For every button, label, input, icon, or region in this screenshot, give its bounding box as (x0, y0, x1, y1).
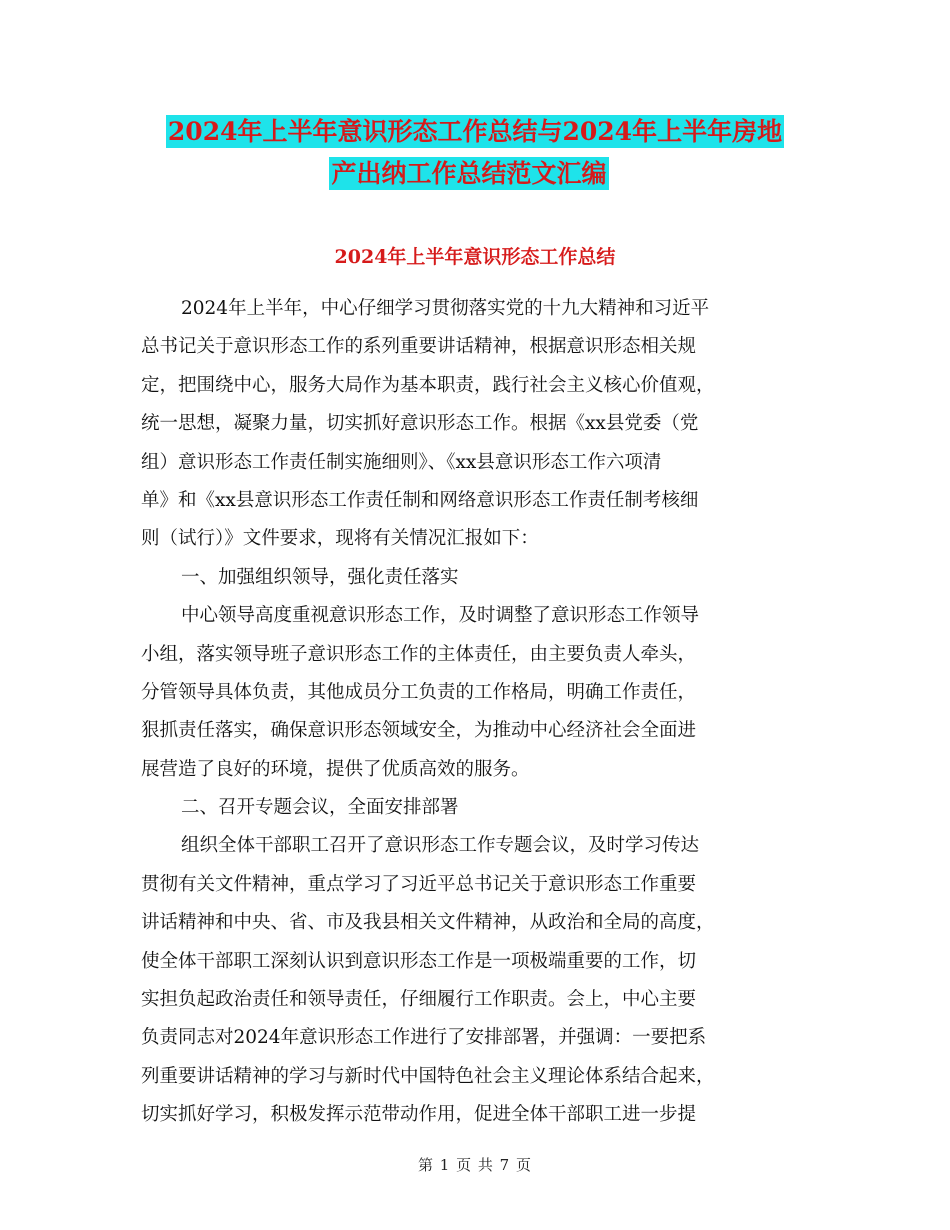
document-body (141, 290, 811, 1135)
paragraph-line: 小组，落实领导班子意识形态工作的主体责任，由主要负责人牵头， (141, 643, 697, 665)
paragraph-line: 总书记关于意识形态工作的系列重要讲话精神，根据意识形态相关规 (141, 336, 697, 358)
paragraph-line: 负责同志对2024年意识形态工作进行了安排部署，并强调：一要把系 (141, 1027, 707, 1049)
paragraph-line: 单》和《xx县意识形态工作责任制和网络意识形态工作责任制考核细 (141, 489, 699, 511)
title-highlight-1: 2024年上半年意识形态工作总结与2024年上半年房地 (167, 117, 783, 146)
paragraph-line: 组织全体干部职工召开了意识形态工作专题会议，及时学习传达 (181, 835, 700, 857)
heading-2: 二、召开专题会议，全面安排部署 (181, 797, 459, 819)
paragraph-line: 切实抓好学习，积极发挥示范带动作用，促进全体干部职工进一步提 (141, 1104, 697, 1126)
paragraph-line: 实担负起政治责任和领导责任，仔细履行工作职责。会上，中心主要 (141, 989, 697, 1011)
paragraph-line: 定，把围绕中心，服务大局作为基本职责，践行社会主义核心价值观， (141, 374, 715, 396)
paragraph-line: 讲话精神和中央、省、市及我县相关文件精神，从政治和全局的高度， (141, 912, 715, 934)
document-title-line-2 (0, 152, 944, 196)
paragraph-line: 分管领导具体负责，其他成员分工负责的工作格局，明确工作责任， (141, 681, 697, 703)
paragraph-line: 中心领导高度重视意识形态工作，及时调整了意识形态工作领导 (181, 605, 700, 627)
paragraph-line: 统一思想，凝聚力量，切实抓好意识形态工作。根据《xx县党委（党 (141, 413, 699, 435)
paragraph-line: 贯彻有关文件精神，重点学习了习近平总书记关于意识形态工作重要 (141, 873, 697, 895)
paragraph-line: 展营造了良好的环境，提供了优质高效的服务。 (141, 758, 530, 780)
paragraph-line: 则（试行）》文件要求，现将有关情况汇报如下： (141, 528, 539, 550)
paragraph-line: 2024年上半年，中心仔细学习贯彻落实党的十九大精神和习近平 (181, 298, 710, 319)
heading-1: 一、加强组织领导，强化责任落实 (181, 566, 459, 588)
page-footer: 第 1 页 共 7 页 (418, 1156, 532, 1174)
document-title-line-1 (0, 110, 950, 154)
section-title: 2024年上半年意识形态工作总结 (334, 246, 616, 268)
title-highlight-2: 产出纳工作总结范文汇编 (331, 159, 607, 188)
paragraph-line: 狠抓责任落实，确保意识形态领域安全，为推动中心经济社会全面进 (141, 720, 697, 742)
paragraph-line: 列重要讲话精神的学习与新时代中国特色社会主义理论体系结合起来， (141, 1065, 715, 1087)
paragraph-line: 组）意识形态工作责任制实施细则》、《xx县意识形态工作六项清 (141, 451, 662, 473)
paragraph-line: 使全体干部职工深刻认识到意识形态工作是一项极端重要的工作，切 (141, 950, 697, 972)
